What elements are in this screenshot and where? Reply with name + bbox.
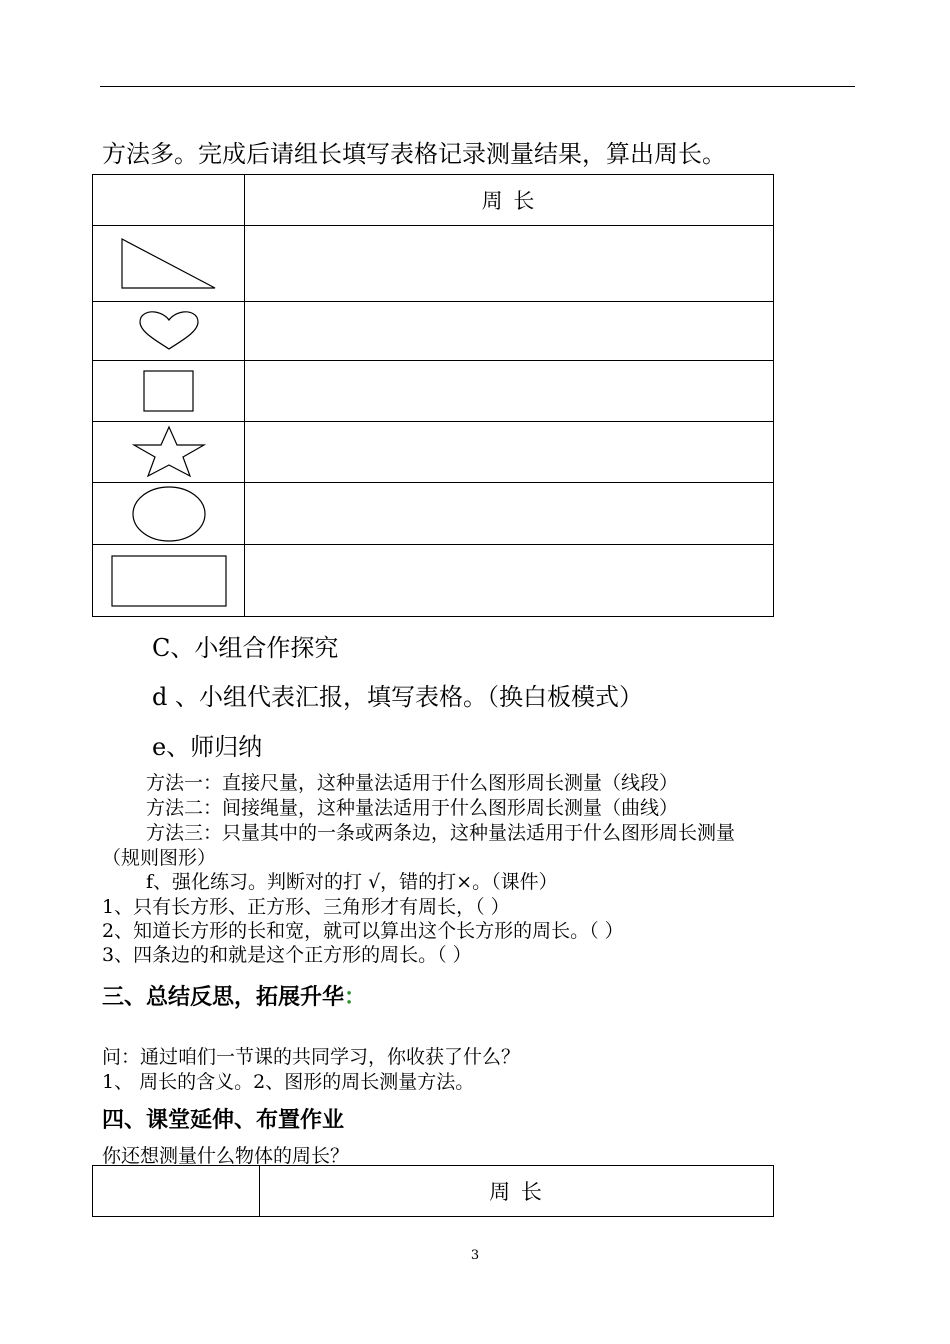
section-three-heading-colon: ： [344,985,367,1010]
square-icon [142,369,196,413]
perimeter-answer-cell[interactable] [245,545,774,617]
triangle-icon [119,236,219,292]
page-number: 3 [470,1248,480,1263]
table-row [93,483,774,545]
table-row [93,545,774,617]
perimeter-answer-cell[interactable] [245,483,774,545]
section-four-heading: 四、课堂延伸、布置作业 [102,1108,345,1133]
method-three-answer: （规则图形） [102,847,217,869]
practice-question-2: 2、知道长方形的长和宽，就可以算出这个长方形的周长。（ ） [102,920,624,942]
table-header-empty-cell [93,175,245,226]
method-one: 方法一：直接尺量，这种量法适用于什么图形周长测量（线段） [146,772,679,794]
table-row [93,361,774,422]
circle-icon [131,485,207,543]
shape-cell [93,302,245,361]
homework-table-header-row [93,1166,774,1217]
header-rule [100,86,855,87]
method-two: 方法二：间接绳量，这种量法适用于什么图形周长测量（曲线） [146,797,679,819]
perimeter-answer-cell[interactable] [245,422,774,483]
section-three-heading [102,980,366,1011]
step-c: C、小组合作探究 [152,634,339,662]
shape-cell [93,226,245,302]
method-three: 方法三：只量其中的一条或两条边，这种量法适用于什么图形周长测量 [146,822,736,844]
shape-cell [93,422,245,483]
table-header-perimeter: 周 长 [245,175,774,226]
step-d: d 、小组代表汇报，填写表格。（换白板模式） [152,683,643,711]
shape-cell [93,545,245,617]
section-three-heading-text: 三、总结反思，拓展升华 [102,985,345,1010]
shape-cell [93,483,245,545]
homework-table [92,1165,774,1217]
table-header-row [93,175,774,226]
reflection-answer: 1、 周长的含义。2、图形的周长测量方法。 [102,1071,475,1093]
table-row [93,302,774,361]
perimeter-table [92,174,774,617]
practice-title: f、强化练习。判断对的打 √，错的打×。（课件） [146,871,558,893]
homework-prompt: 你还想测量什么物体的周长？ [102,1145,350,1167]
perimeter-answer-cell[interactable] [245,302,774,361]
practice-question-3: 3、四条边的和就是这个正方形的周长。（ ） [102,944,472,966]
shape-cell [93,361,245,422]
practice-question-1: 1、只有长方形、正方形、三角形才有周长，（ ） [102,896,510,918]
star-icon [131,425,207,479]
table-row [93,226,774,302]
homework-table-empty-cell[interactable] [93,1166,260,1217]
table-row [93,422,774,483]
step-e: e、师归纳 [152,733,263,761]
perimeter-answer-cell[interactable] [245,361,774,422]
heart-icon [137,310,201,352]
homework-table-header-perimeter: 周 长 [260,1166,774,1217]
rectangle-icon [110,554,228,608]
perimeter-answer-cell[interactable] [245,226,774,302]
reflection-question: 问：通过咱们一节课的共同学习，你收获了什么？ [102,1046,521,1068]
intro-line: 方法多。完成后请组长填写表格记录测量结果，算出周长。 [102,140,726,168]
